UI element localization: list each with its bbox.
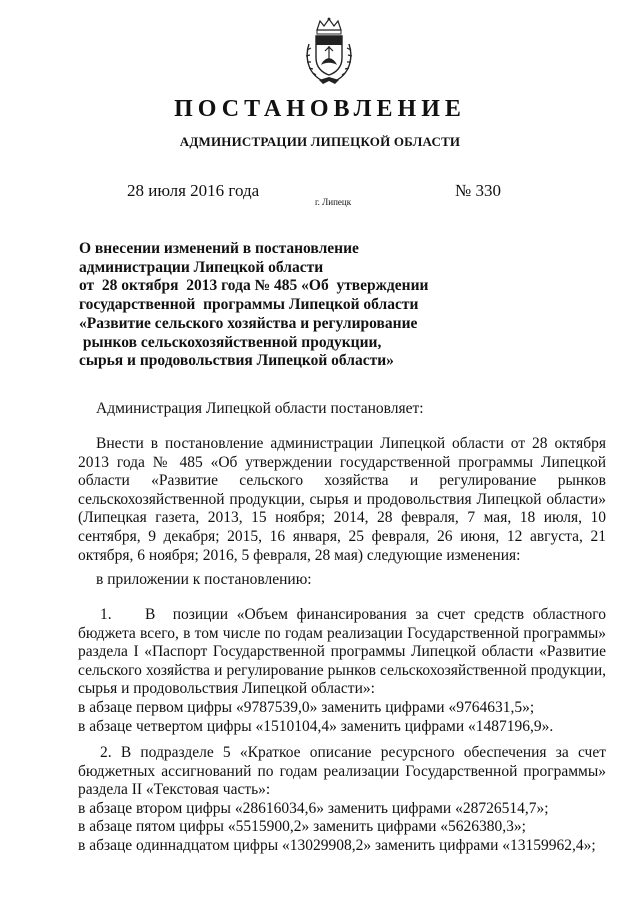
item-1-change: в абзаце четвертом цифры «1510104,4» заменить цифрами «1487196,9».: [78, 717, 554, 735]
item-2-change: в абзаце одиннадцатом цифры «13029908,2» заменить цифрами «13159962,4»;: [78, 836, 596, 854]
document-subject: [79, 240, 439, 371]
issuing-authority: АДМИНИСТРАЦИИ ЛИПЕЦКОЙ ОБЛАСТИ: [179, 134, 461, 149]
appendix-text: в приложении к постановлению:: [96, 571, 312, 588]
item-1-change: в абзаце первом цифры «9787539,0» заменить цифрами «9764631,5»;: [78, 698, 535, 716]
subject-line: «Развитие сельского хозяйства и регулирование: [79, 314, 418, 332]
coat-of-arms-emblem: [301, 16, 357, 86]
subject-line: рынков сельскохозяйственной продукции,: [79, 333, 382, 351]
document-number: № 330: [455, 181, 501, 200]
intro-paragraph: [78, 400, 606, 419]
main-text: Внести в постановление администрации Липецкой области от 28 октября 2013 года № 485 «Об утверждении государственной программы Липецкой области «Развитие сельского хозяйства и регулирование рынков сельскохозяйственной продукции, сырья и продовольствия Липецкой области» (Липецкая газета, 2013, 15 ноября; 2014, 28 февраля, 7 мая, 18 июля, 10 сентября, 9 декабря; 2015, 16 января, 25 февраля, 26 июня, 12 августа, 21 октября, 6 ноября; 2016, 5 февраля, 28 мая) следующие изменения:: [78, 435, 606, 564]
intro-text: Администрация Липецкой области постановляет:: [96, 400, 424, 417]
item-2-text: 2. В подразделе 5 «Краткое описание ресурсного обеспечения за счет бюджетных ассигнований по годам реализации Государственной программы» раздела II «Текстовая часть»:: [78, 744, 606, 799]
appendix-paragraph: [78, 571, 606, 590]
main-paragraph: [78, 435, 606, 565]
document-city: г. Липецк: [315, 197, 352, 207]
item-1: [78, 606, 610, 736]
subject-line: сырья и продовольствия Липецкой области»: [79, 352, 394, 370]
item-2: [78, 744, 606, 856]
document-title: ПОСТАНОВЛЕНИЕ: [174, 96, 466, 122]
subject-line: государственной программы Липецкой области: [79, 296, 419, 314]
item-2-change: в абзаце пятом цифры «5515900,2» заменить цифрами «5626380,3»;: [78, 818, 526, 836]
item-1-text: В позиции «Объем финансирования за счет средств областного бюджета всего, в том числе по годам реализации Государственной программы» раздела I «Паспорт Государственной программы Липецкой области «Развитие сельского хозяйства и регулирование рынков сельскохозяйственной продукции, сырья и продовольствия Липецкой области»:: [78, 606, 610, 698]
subject-line: администрации Липецкой области: [79, 258, 324, 276]
item-2-change: в абзаце втором цифры «28616034,6» заменить цифрами «28726514,7»;: [78, 799, 549, 817]
document-date: 28 июля 2016 года: [127, 181, 260, 200]
subject-line: от 28 октября 2013 года № 485 «Об утверждении: [79, 277, 429, 295]
item-1-number: 1.: [100, 606, 112, 623]
item-1-paragraph: [78, 606, 610, 699]
subject-line: О внесении изменений в постановление: [79, 240, 359, 257]
